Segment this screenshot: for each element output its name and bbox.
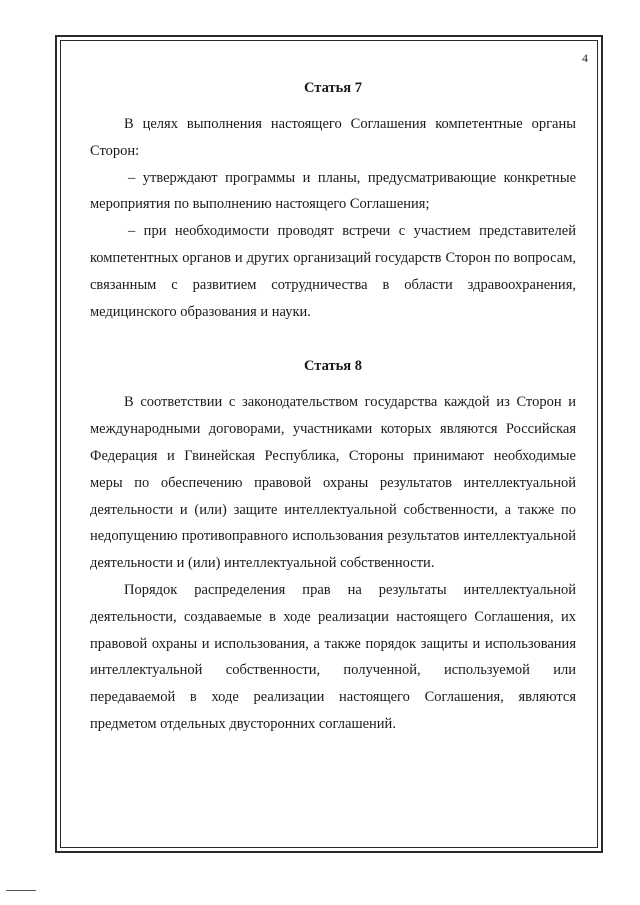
article-7-item-1: – утверждают программы и планы, предусматривающие конкретные мероприятия по выполнению настоящего Соглашения; [90,169,576,213]
document-body [90,80,576,738]
article-7-heading: Статья 7 [304,80,362,96]
article-8-heading: Статья 8 [304,358,362,375]
article-7-intro: В целях выполнения настоящего Соглашения компетентные органы Сторон: [90,116,576,159]
article-8-paragraph-2: Порядок распределения прав на результаты интеллектуальной деятельности, создаваемые в ходе реализации настоящего Соглашения, их правовой охраны и использования, а также порядок защиты и использования интеллектуальной собственности, полученной, используемой или передаваемой в ходе реализации настоящего Соглашения, являются предметом отдельных двусторонних соглашений. [90,581,576,732]
scan-mark [6,890,36,891]
article-8-paragraph-1: В соответствии с законодательством государства каждой из Сторон и международными договорами, участниками которых являются Российская Федерация и Гвинейская Республика, Стороны принимают необходимые меры по обеспечению правовой охраны результатов интеллектуальной деятельности и (или) защите интеллектуальной собственности, а также по недопущению противоправного использования результатов интеллектуальной деятельности и (или) интеллектуальной собственности. [90,394,576,572]
article-7-item-2: – при необходимости проводят встречи с участием представителей компетентных органов и других организаций государств Сторон по вопросам, связанным с развитием сотрудничества в области здравоохранения, медицинского образования и науки. [90,223,576,320]
page-number: 4 [582,51,588,65]
